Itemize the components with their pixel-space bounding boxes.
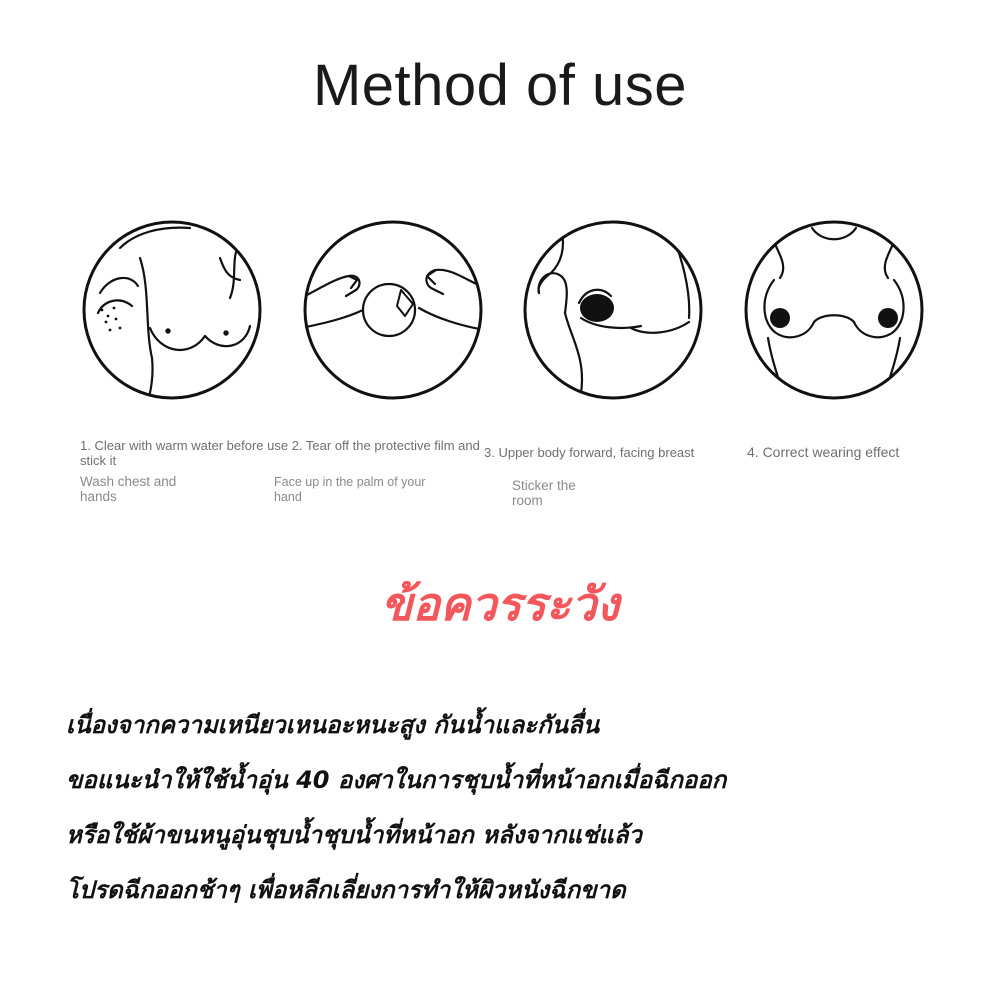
tear-film-illustration-icon [301,218,485,402]
wearing-effect-illustration-icon [742,218,926,402]
step-2-subcaption-line1: Face up in the palm of your [274,475,426,489]
step-1-caption-line2: stick it [80,453,117,468]
step-3-caption [484,445,694,460]
step-3-caption-line1: 3. Upper body forward, facing breast [484,445,695,460]
step-1-caption [80,438,480,468]
page-title: Method of use [312,53,688,118]
warning-line: หรือใช้ผ้าขนหนูอุ่นชุบน้ำชุบน้ำที่หน้าอก หลังจากแช่แล้ว [66,821,642,849]
step-3-subcaption-line1: Sticker the [512,478,576,493]
step-2-subcaption-line2: hand [274,490,302,504]
step-3-subcaption [512,478,576,508]
step-1-subcaption-line2: hands [80,489,117,504]
lean-forward-illustration-icon [521,218,705,402]
step-1-caption-line1: 1. Clear with warm water before use 2. Tear off the protective film and [80,438,480,453]
step-2-subcaption [274,475,425,505]
warning-line: โปรดฉีกออกช้าๆ เพื่อหลีกเลี่ยงการทำให้ผิวหนังฉีกขาด [66,876,626,904]
step-1-subcaption-line1: Wash chest and [80,474,177,489]
step-1-subcaption [80,474,176,504]
step-4-caption-line1: 4. Correct wearing effect [747,444,900,460]
wash-chest-illustration-icon [80,218,264,402]
warning-title: ข้อควรระวัง [380,577,620,631]
warning-line: ขอแนะนำให้ใช้น้ำอุ่น 40 องศาในการชุบน้ำที่หน้าอกเมื่อฉีกออก [66,766,727,794]
warning-body [66,698,986,918]
warning-line: เนื่องจากความเหนียวเหนอะหนะสูง กันน้ำและกันลื่น [66,711,600,739]
step-4-caption [747,445,899,460]
step-3-subcaption-line2: room [512,493,543,508]
